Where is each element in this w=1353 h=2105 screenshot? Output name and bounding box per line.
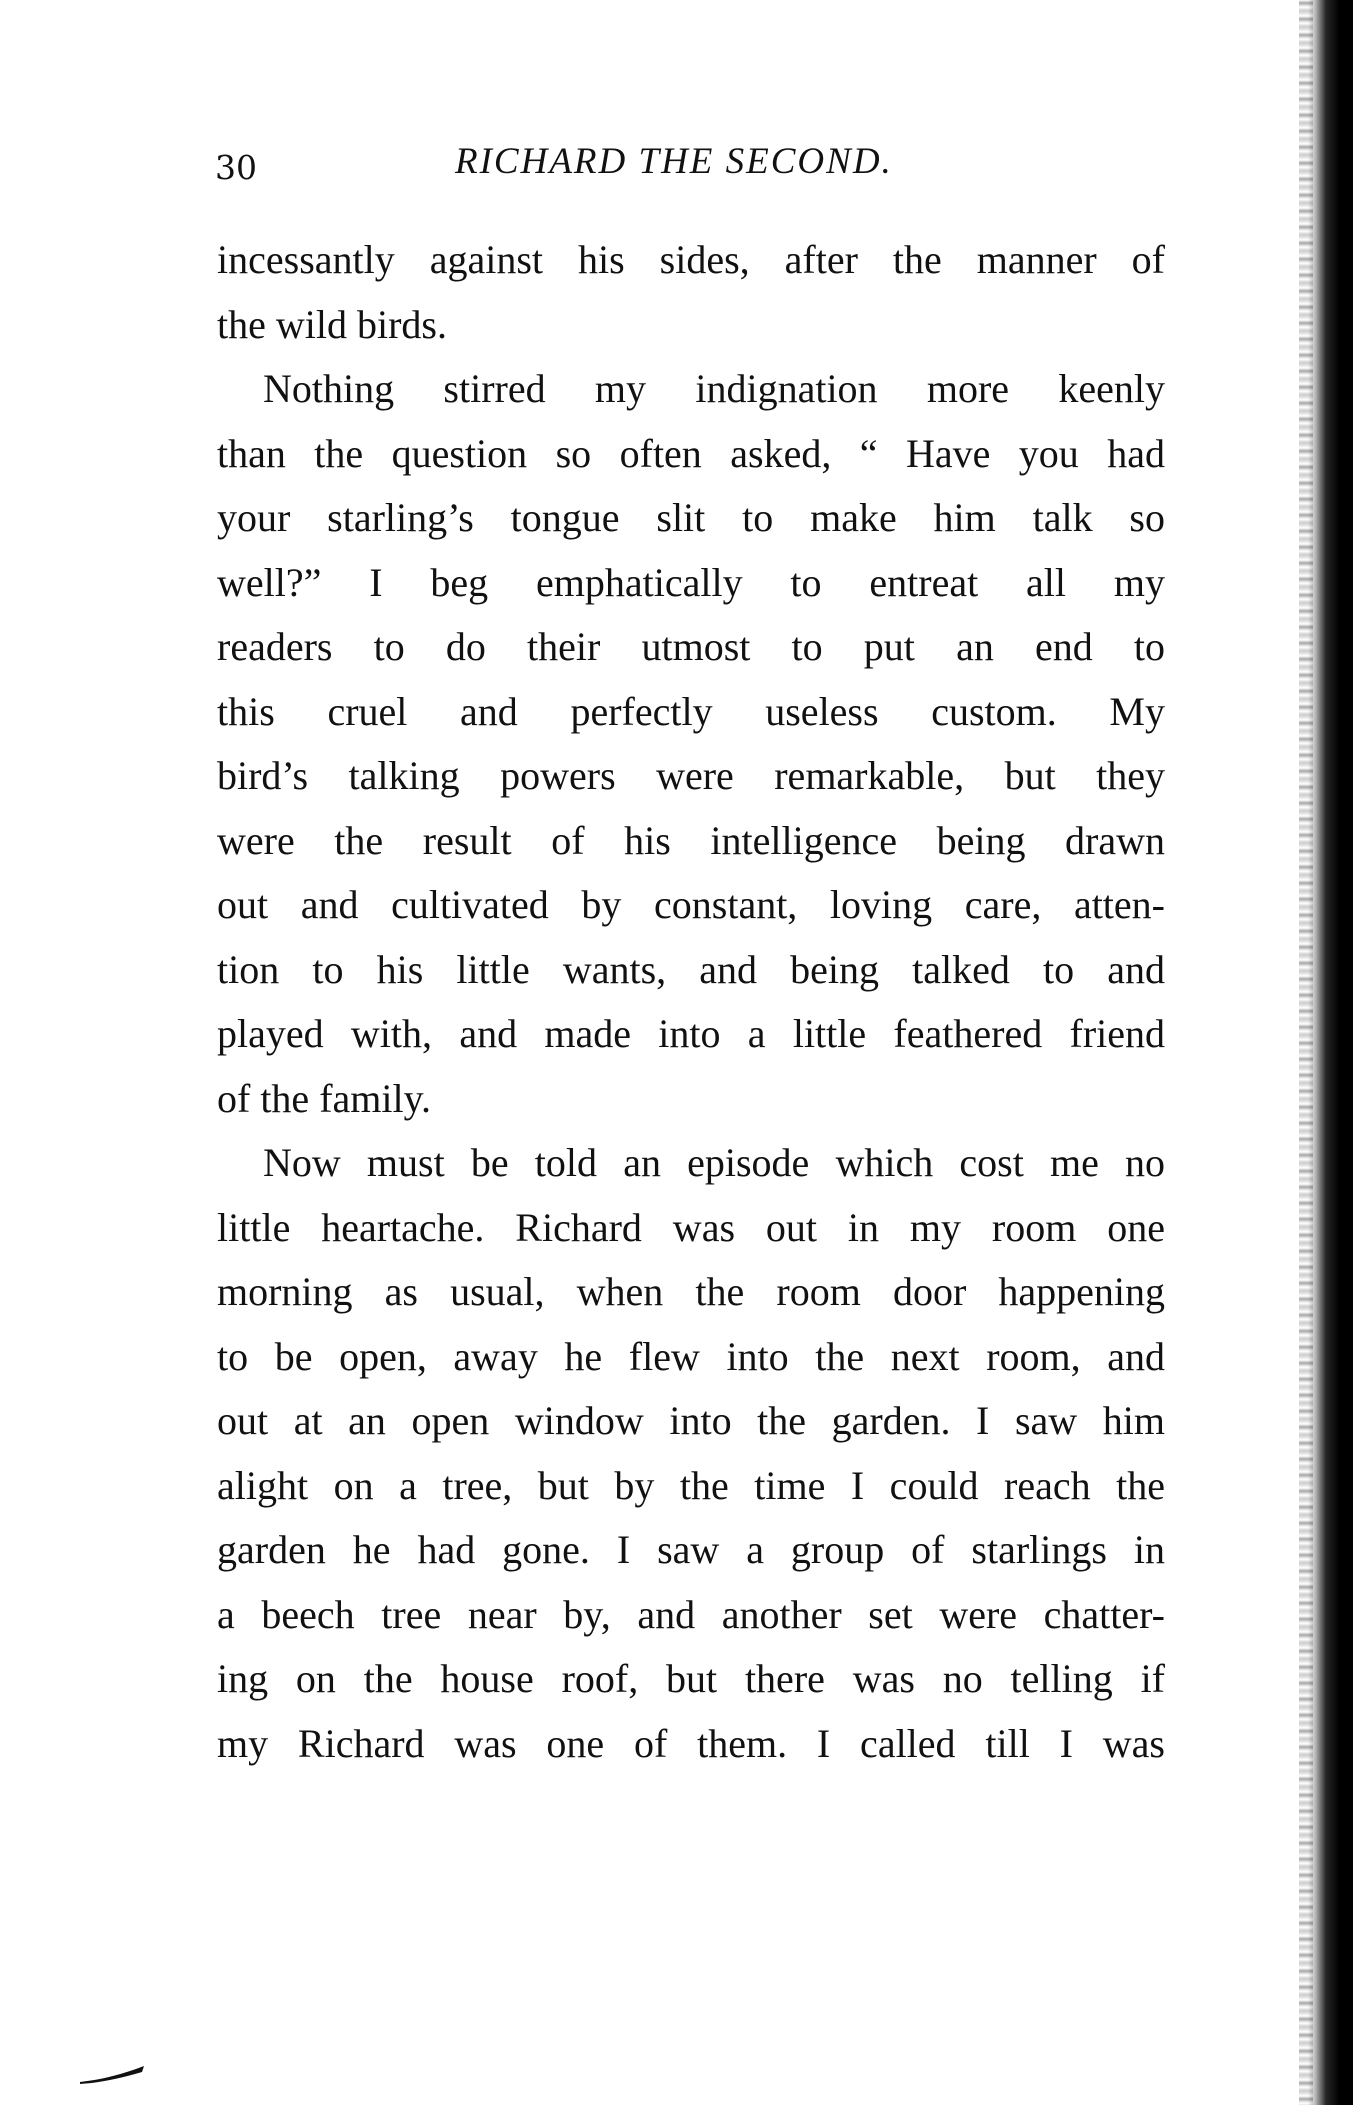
page-number: 30 (215, 148, 257, 187)
text-line: a beech tree near by, and another set were chatter- (217, 1591, 1165, 1637)
running-head: RICHARD THE SECOND. (455, 141, 893, 182)
text-line: Nothing stirred my indignation more keenly (263, 366, 1165, 411)
text-line: ing on the house roof, but there was no telling if (217, 1656, 1165, 1701)
text-line: incessantly against his sides, after the manner of (217, 237, 1165, 282)
text-line: bird’s talking powers were remarkable, but they (217, 753, 1165, 798)
text-line: to be open, away he flew into the next room, and (217, 1333, 1165, 1379)
paragraph (217, 357, 1165, 1131)
page-header (215, 140, 1165, 190)
ink-mark-icon (78, 2062, 148, 2086)
text-line: were the result of his intelligence being drawn (217, 817, 1165, 863)
text-line: well?” I beg emphatically to entreat all my (217, 559, 1165, 605)
paragraph (217, 1131, 1165, 1776)
text-line: my Richard was one of them. I called till I was (217, 1720, 1165, 1766)
text-line: little heartache. Richard was out in my room one (217, 1204, 1165, 1250)
text-line: out at an open window into the garden. I saw him (217, 1398, 1165, 1443)
paragraph (217, 228, 1165, 357)
text-line: garden he had gone. I saw a group of starlings in (217, 1527, 1165, 1572)
text-line: readers to do their utmost to put an end to (217, 624, 1165, 669)
text-line: played with, and made into a little feathered friend (217, 1011, 1165, 1056)
text-line: than the question so often asked, “ Have you had (217, 430, 1165, 476)
body-text (217, 228, 1165, 1776)
text-line: out and cultivated by constant, loving care, atten- (217, 882, 1165, 927)
text-line: tion to his little wants, and being talked to and (217, 946, 1165, 992)
text-line: morning as usual, when the room door happening (217, 1269, 1165, 1314)
binding-edge (1308, 0, 1353, 2105)
text-line: Now must be told an episode which cost me no (263, 1140, 1165, 1185)
text-line: your starling’s tongue slit to make him talk so (217, 495, 1165, 540)
text-line: this cruel and perfectly useless custom. My (217, 688, 1165, 734)
text-line: the wild birds. (217, 301, 447, 347)
text-line: of the family. (217, 1075, 432, 1121)
text-line: alight on a tree, but by the time I could reach the (217, 1462, 1165, 1508)
